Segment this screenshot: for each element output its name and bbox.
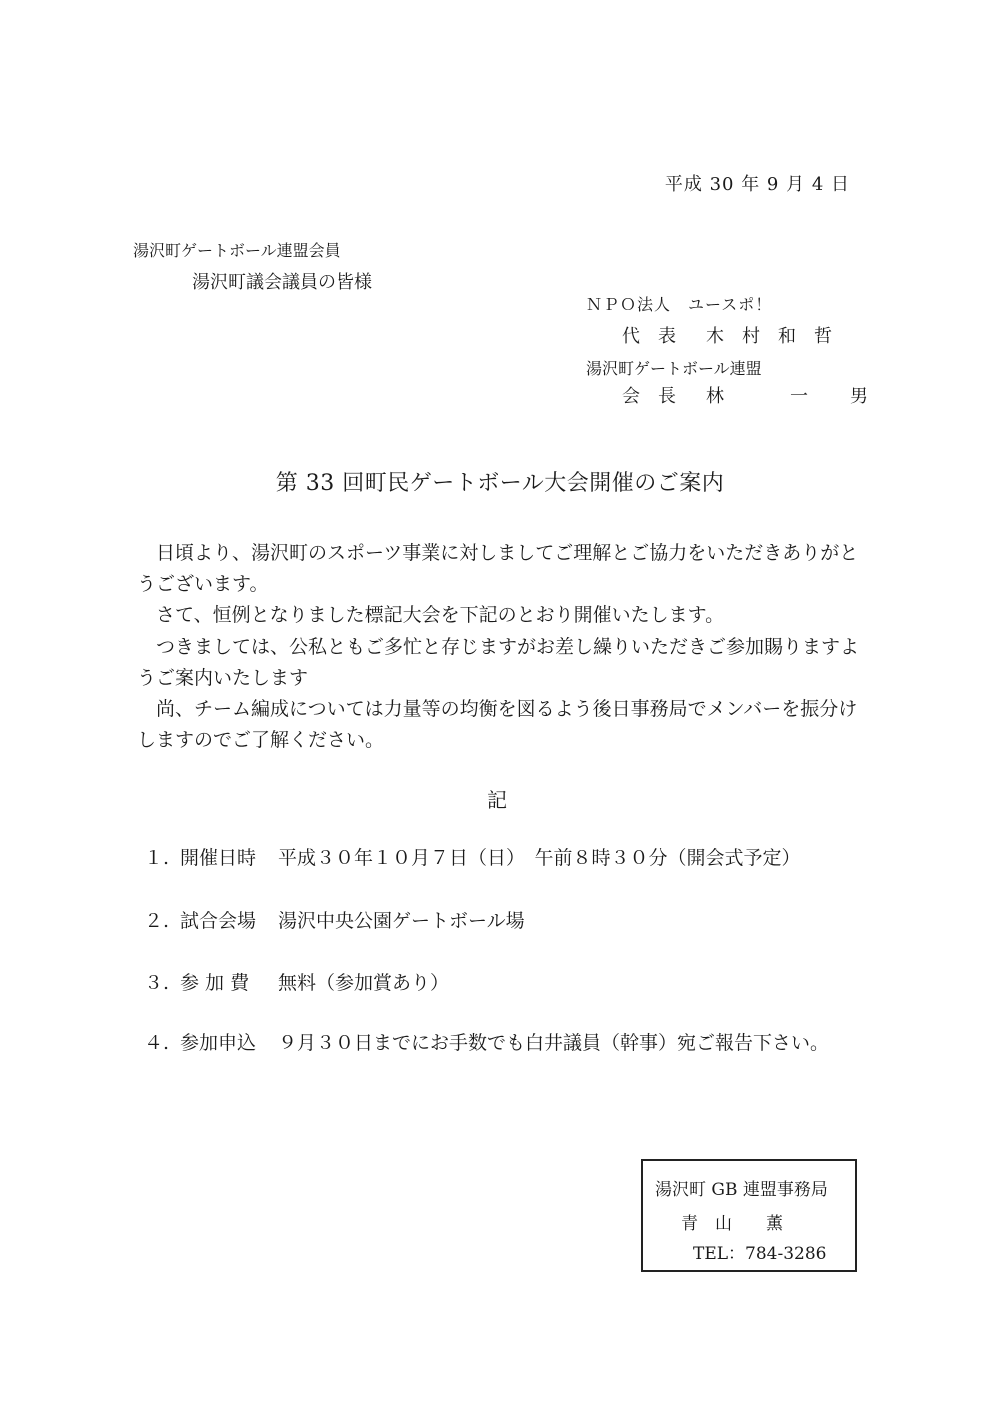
contact-office: 湯沢町 GB 連盟事務局 (655, 1180, 828, 1200)
item-number: ３. (144, 972, 170, 994)
item-number: １. (144, 847, 170, 869)
body-paragraph-2: さて、恒例となりました標記大会を下記のとおり開催いたします。 (156, 604, 725, 627)
item-number: ２. (144, 910, 170, 932)
item-fee (144, 968, 449, 995)
rep-name-char-2: 村 (742, 326, 760, 347)
body-paragraph-3: つきましては、公私ともご多忙と存じますがお差し繰りいただきご参加賜りますようご案内いたします (137, 635, 860, 689)
sender-organization-2: 湯沢町ゲートボール連盟 (586, 359, 762, 378)
sender-organization-1: ＮＰＯ法人 ユースポ！ (586, 295, 773, 314)
item-label: 試合会場 (180, 910, 257, 932)
item-value: ９月３０日までにお手数でも白井議員（幹事）宛ご報告下さい。 (278, 1032, 830, 1054)
item-event-date (144, 843, 801, 870)
item-application (144, 1028, 829, 1055)
rep-name-char-1: 木 (706, 326, 724, 347)
ki-heading: 記 (487, 788, 507, 812)
body-paragraph-1: 日頃より、湯沢町のスポーツ事業に対しましてご理解とご協力をいただきありがとうございます。 (137, 542, 859, 596)
body-paragraph-4: 尚、チーム編成については力量等の均衡を図るよう後日事務局でメンバーを振分けしますのでご了解ください。 (137, 698, 858, 752)
sender-chairman (622, 382, 868, 408)
rep-title-char-1: 代 (622, 326, 640, 347)
item-label: 開催日時 (180, 847, 257, 869)
sender-representative (622, 322, 832, 348)
item-value: 無料（参加賞あり） (278, 972, 450, 994)
document-date: 平成 30 年 9 月 4 日 (664, 174, 850, 195)
body-text (137, 538, 867, 756)
item-number: ４. (144, 1032, 170, 1054)
recipient-line-2: 湯沢町議会議員の皆様 (192, 272, 372, 293)
chair-name-char-2: 一 (790, 386, 808, 407)
rep-name-char-4: 哲 (814, 326, 832, 347)
contact-phone: TEL：784-3286 (693, 1244, 827, 1264)
item-value: 湯沢中央公園ゲートボール場 (278, 910, 525, 932)
recipient-line-1: 湯沢町ゲートボール連盟会員 (133, 241, 341, 260)
item-label: 参 加 費 (180, 972, 250, 994)
rep-title-char-2: 表 (658, 326, 676, 347)
chair-name-char-1: 林 (706, 386, 724, 407)
chair-title-char-2: 長 (658, 386, 676, 407)
contact-name: 青 山 薫 (681, 1214, 783, 1234)
item-venue (144, 906, 525, 933)
chair-name-char-3: 男 (850, 386, 868, 407)
rep-name-char-3: 和 (778, 326, 796, 347)
item-label: 参加申込 (180, 1032, 257, 1054)
chair-title-char-1: 会 (622, 386, 640, 407)
contact-box (641, 1159, 857, 1272)
item-value: 平成３０年１０月７日（日） 午前８時３０分（開会式予定） (278, 847, 801, 869)
document-title: 第 33 回町民ゲートボール大会開催のご案内 (275, 471, 725, 496)
